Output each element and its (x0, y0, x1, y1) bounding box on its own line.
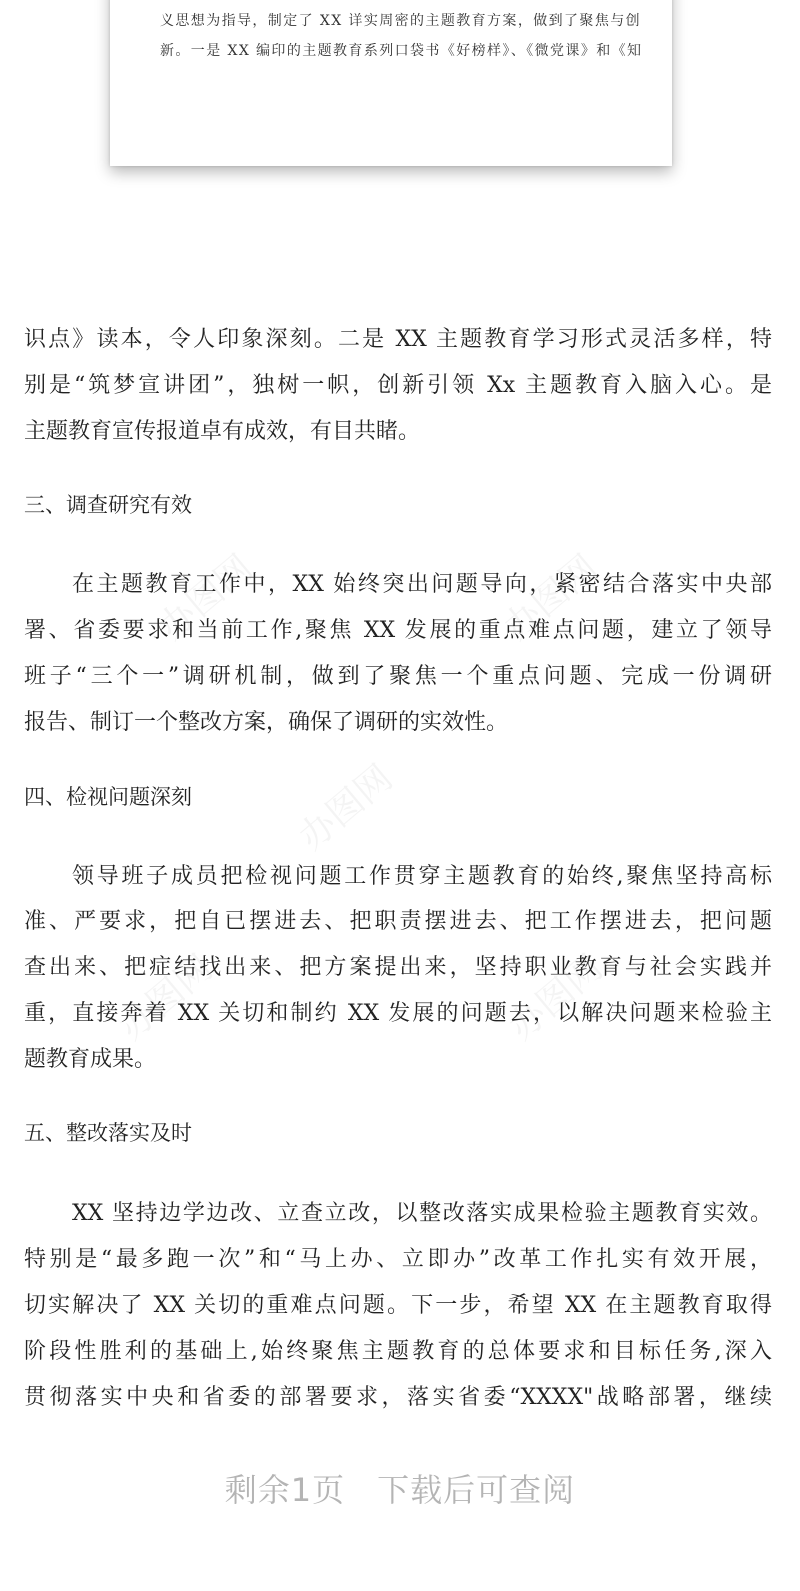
paragraph-line: 署、省委要求和当前工作,聚焦 XX 发展的重点难点问题，建立了领导 (24, 618, 772, 643)
paragraph-line: 班子“三个一”调研机制，做到了聚焦一个重点问题、完成一份调研 (24, 664, 772, 689)
watermark: 办图网 (151, 547, 261, 649)
watermark: 办图网 (501, 947, 611, 1049)
watermark: 办图网 (111, 947, 221, 1049)
preview-line-2: 新。一是 XX 编印的主题教育系列口袋书《好榜样》、《微党课》和《知 (160, 43, 643, 59)
section-heading: 三、调查研究有效 (24, 493, 192, 517)
paragraph-line: 准、严要求，把自已摆进去、把职责摆进去、把工作摆进去，把问题 (24, 909, 772, 934)
section-heading: 五、整改落实及时 (24, 1121, 192, 1145)
download-to-view-label: 下载后可查阅 (377, 1471, 576, 1509)
paragraph-line: 查出来、把症结找出来、把方案提出来，坚持职业教育与社会实践并 (24, 955, 772, 980)
preview-line-1: 义思想为指导，制定了 XX 详实周密的主题教育方案，做到了聚焦与创 (160, 13, 642, 29)
watermark: 办图网 (496, 547, 606, 649)
watermark: 办图网 (291, 757, 401, 859)
paragraph-line: 重，直接奔着 XX 关切和制约 XX 发展的问题去，以解决问题来检验主 (24, 1001, 772, 1026)
paragraph-line: 贯彻落实中央和省委的部署要求，落实省委“XXXX"战略部署，继续 (24, 1385, 772, 1410)
paragraph-line: 领导班子成员把检视问题工作贯穿主题教育的始终,聚焦坚持高标 (72, 864, 772, 889)
preview-card (110, 0, 672, 166)
paragraph-line: 识点》读本，令人印象深刻。二是 XX 主题教育学习形式灵活多样，特 (24, 327, 772, 352)
paragraph-line: 切实解决了 XX 关切的重难点问题。下一步，希望 XX 在主题教育取得 (24, 1293, 772, 1318)
section-heading: 四、检视问题深刻 (24, 785, 192, 809)
paragraph-line: 题教育成果。 (24, 1047, 157, 1072)
paragraph-line: 主题教育宣传报道卓有成效，有目共睹。 (24, 419, 421, 444)
paragraph-line: 阶段性胜利的基础上,始终聚焦主题教育的总体要求和目标任务,深入 (24, 1339, 772, 1364)
paragraph-line: XX 坚持边学边改、立查立改，以整改落实成果检验主题教育实效。 (72, 1201, 772, 1226)
paragraph-line: 特别是“最多跑一次”和“马上办、立即办”改革工作扎实有效开展， (24, 1247, 772, 1272)
paragraph-line: 在主题教育工作中，XX 始终突出问题导向，紧密结合落实中央部 (72, 572, 772, 597)
download-prompt[interactable] (0, 1460, 800, 1520)
remaining-pages-label: 剩余1页 (224, 1471, 346, 1509)
paragraph-line: 别是“筑梦宣讲团”，独树一帜，创新引领 Xx 主题教育入脑入心。是 (24, 373, 772, 398)
paragraph-line: 报告、制订一个整改方案，确保了调研的实效性。 (24, 710, 509, 735)
